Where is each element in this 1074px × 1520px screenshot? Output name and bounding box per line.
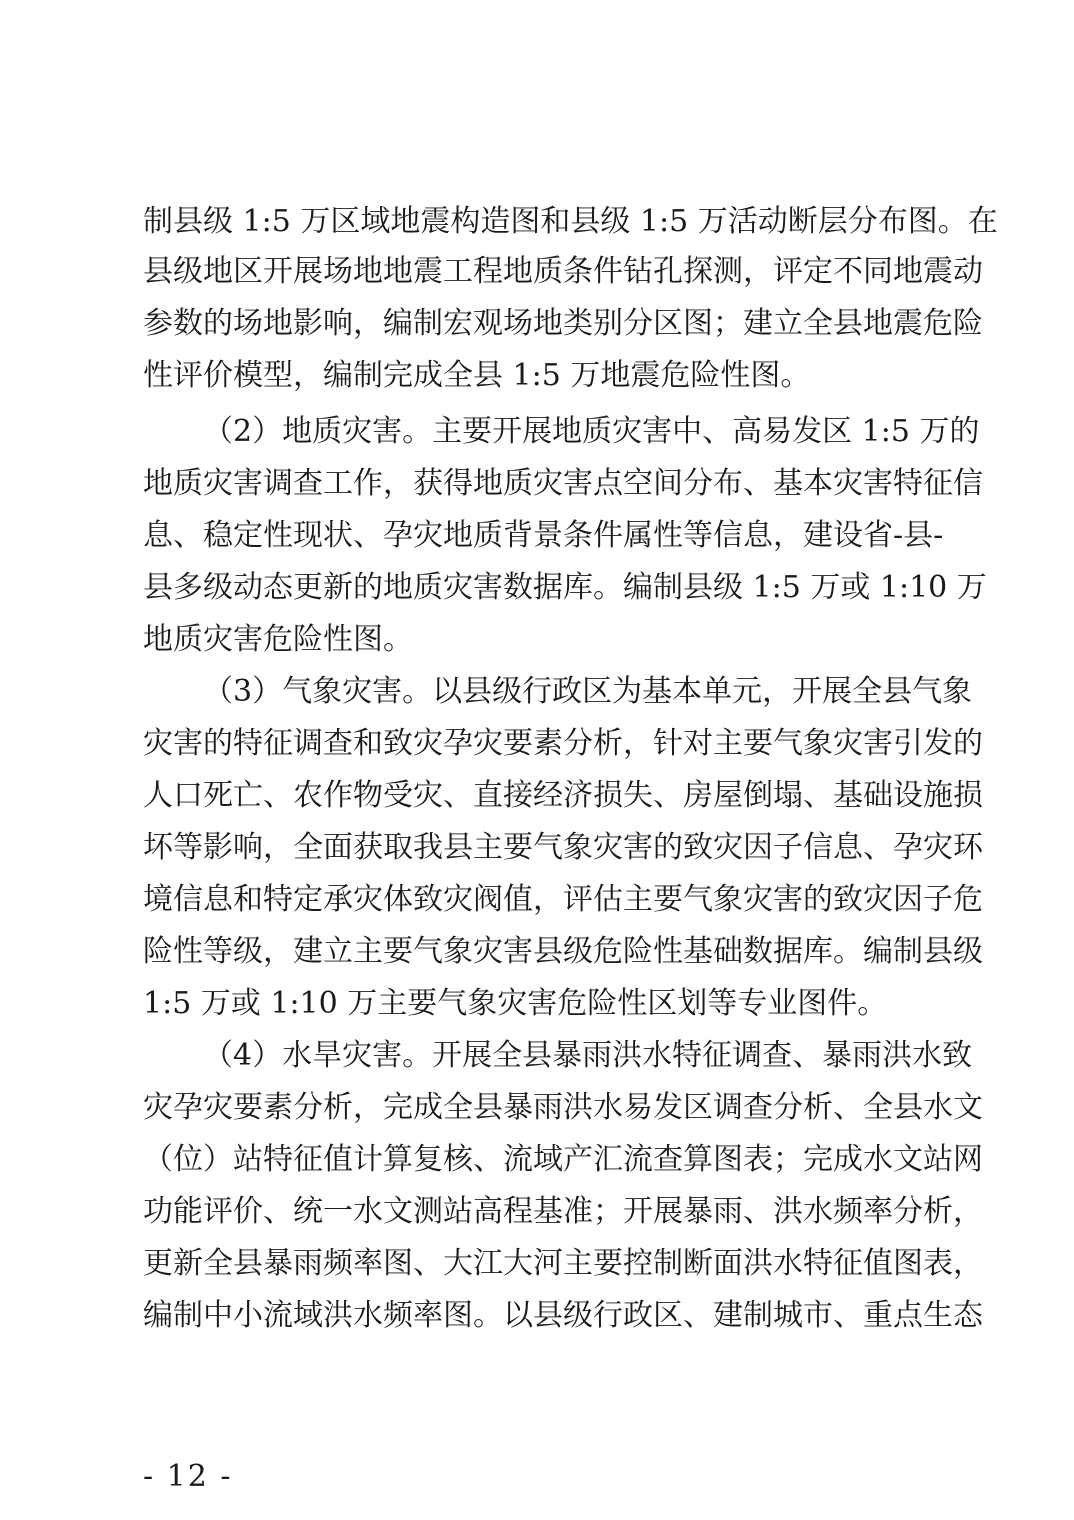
text-line: 息、稳定性现状、孕灾地质背景条件属性等信息，建设省-县- <box>143 518 944 553</box>
text-line: 县多级动态更新的地质灾害数据库。编制县级 1:5 万或 1:10 万 <box>143 570 987 605</box>
text-line: 参数的场地影响，编制宏观场地类别分区图；建立全县地震危险 <box>143 306 983 341</box>
text-line: 性评价模型，编制完成全县 1:5 万地震危险性图。 <box>143 358 811 393</box>
text-line: 险性等级，建立主要气象灾害县级危险性基础数据库。编制县级 <box>143 934 983 969</box>
text-line: 地质灾害调查工作，获得地质灾害点空间分布、基本灾害特征信 <box>143 466 983 501</box>
text-line: 制县级 1:5 万区域地震构造图和县级 1:5 万活动断层分布图。在 <box>143 204 998 239</box>
text-line: 地质灾害危险性图。 <box>143 622 413 657</box>
text-line: 功能评价、统一水文测站高程基准；开展暴雨、洪水频率分析， <box>143 1194 983 1229</box>
text-line: 境信息和特定承灾体致灾阀值，评估主要气象灾害的致灾因子危 <box>143 882 983 917</box>
text-line: （位）站特征值计算复核、流域产汇流查算图表；完成水文站网 <box>143 1142 983 1177</box>
text-line: （2）地质灾害。主要开展地质灾害中、高易发区 1:5 万的 <box>203 414 980 449</box>
text-line: （3）气象灾害。以县级行政区为基本单元，开展全县气象 <box>203 674 973 709</box>
text-line: 灾孕灾要素分析，完成全县暴雨洪水易发区调查分析、全县水文 <box>143 1090 983 1125</box>
page-number: - 12 - <box>143 1459 233 1494</box>
text-line: 1:5 万或 1:10 万主要气象灾害危险性区划等专业图件。 <box>143 986 888 1021</box>
text-line: 编制中小流域洪水频率图。以县级行政区、建制城市、重点生态 <box>143 1298 983 1333</box>
text-line: 县级地区开展场地地震工程地质条件钻孔探测，评定不同地震动 <box>143 254 983 289</box>
text-line: 坏等影响，全面获取我县主要气象灾害的致灾因子信息、孕灾环 <box>143 830 983 865</box>
text-line: 人口死亡、农作物受灾、直接经济损失、房屋倒塌、基础设施损 <box>143 778 983 813</box>
text-line: 灾害的特征调查和致灾孕灾要素分析，针对主要气象灾害引发的 <box>143 726 983 761</box>
text-line: （4）水旱灾害。开展全县暴雨洪水特征调查、暴雨洪水致 <box>203 1038 973 1073</box>
text-line: 更新全县暴雨频率图、大江大河主要控制断面洪水特征值图表， <box>143 1246 983 1281</box>
